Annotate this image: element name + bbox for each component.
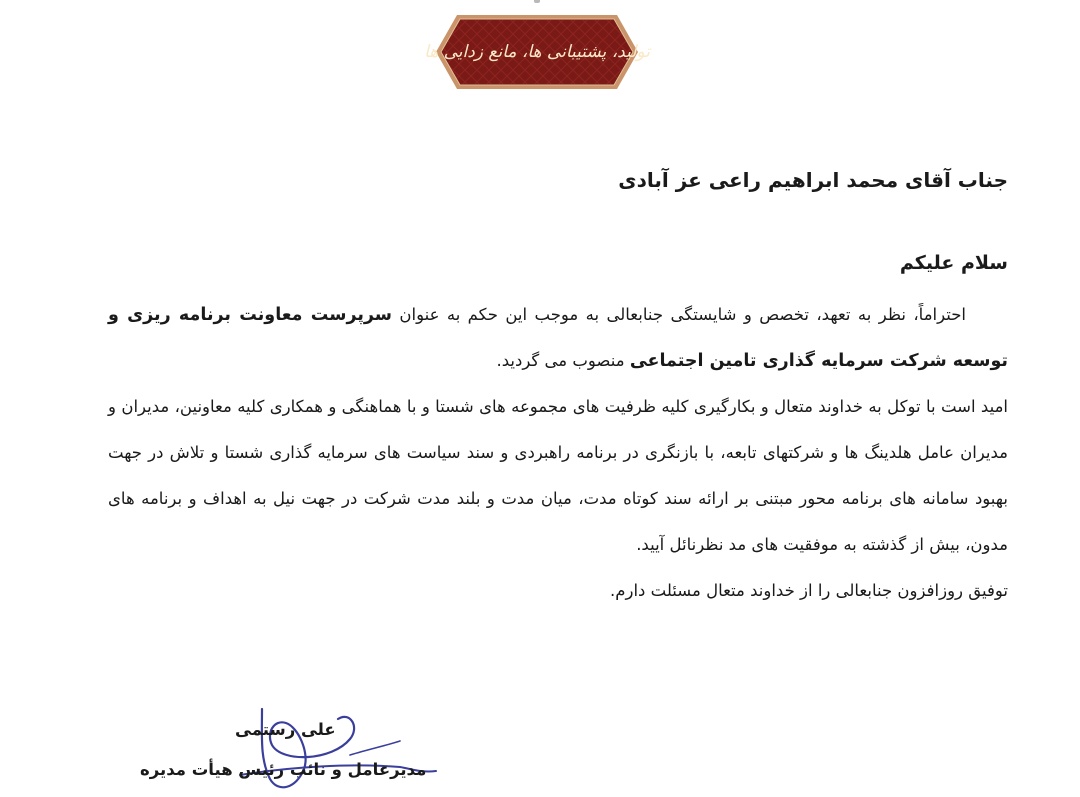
- appointment-paragraph: [108, 292, 1008, 384]
- signer-title: مدیرعامل و نائب رئیس هیأت مدیره: [140, 760, 427, 779]
- handwritten-signature: [200, 697, 440, 797]
- greeting: سلام علیکم: [899, 252, 1008, 274]
- wishes-paragraph: امید است با توکل به خداوند متعال و بکارگیری کلیه ظرفیت های مجموعه های شستا و با هماهنگی و همکاری کلیه معاونین، مدیران و مدیران عامل هلدینگ ها و شرکتهای تابعه، با بازنگری در برنامه راهبردی و سند سیاست های سرمایه گذاری شستا و تلاش در جهت بهبود سامانه های برنامه محور مبتنی بر ارائه سند کوتاه مدت، میان مدت و بلند مدت شرکت در جهت نیل به اهداف و برنامه های مدون، بیش از گذشته به موفقیت های مد نظرنائل آیید.: [108, 397, 1008, 554]
- emblem-text: تولید، پشتیبانی ها، مانع زدایی ها: [424, 42, 650, 62]
- signer-name: علی رستمی: [235, 720, 336, 739]
- appointment-outro: منصوب می گردید.: [496, 351, 630, 370]
- recipient-line: جناب آقای محمد ابراهیم راعی عز آبادی: [618, 168, 1008, 192]
- top-edge-mark: [534, 0, 540, 3]
- letter-body: [108, 292, 1008, 614]
- header-emblem: [424, 14, 650, 90]
- appointed-position: سرپرست معاونت برنامه ریزی و توسعه شرکت سرمایه گذاری تامین اجتماعی: [108, 305, 1008, 371]
- closing-line: توفیق روزافزون جنابعالی را از خداوند متعال مسئلت دارم.: [610, 581, 1008, 600]
- appointment-intro: احتراماً، نظر به تعهد، تخصص و شایستگی جنابعالی به موجب این حکم به عنوان: [392, 305, 966, 324]
